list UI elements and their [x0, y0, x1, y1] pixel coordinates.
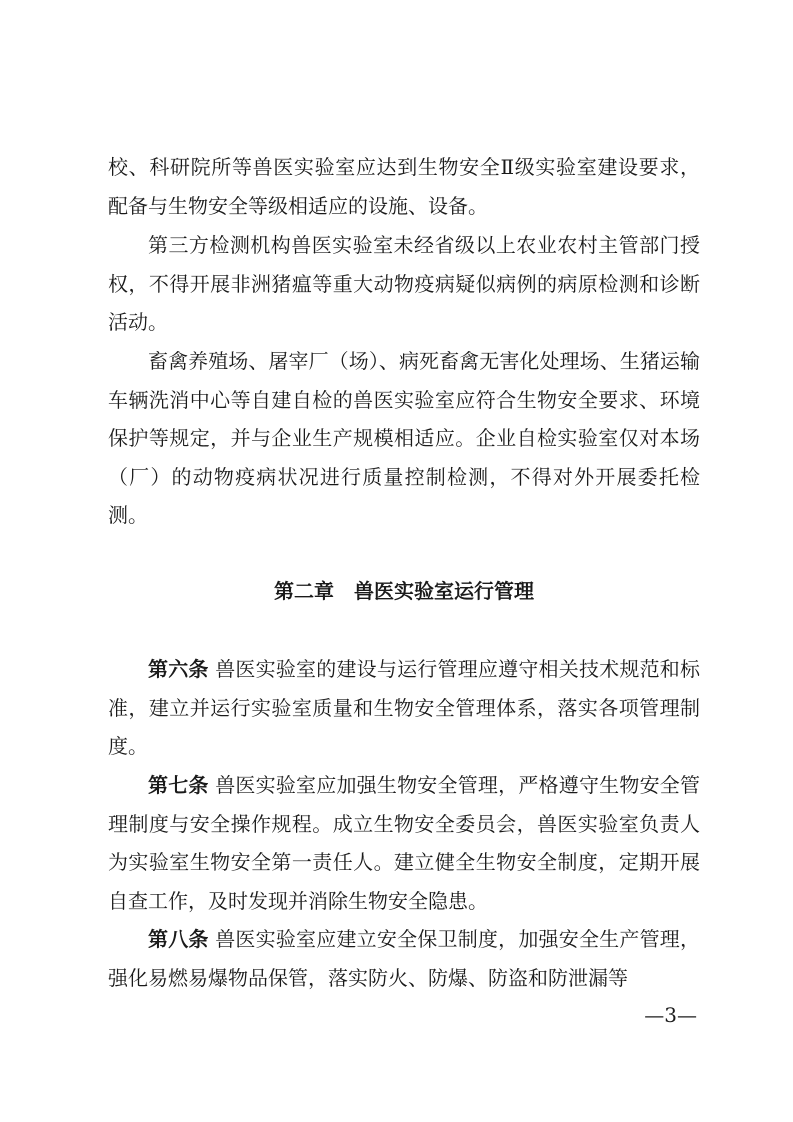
- paragraph-text: 第三方检测机构兽医实验室未经省级以上农业农村主管部门授权，不得开展非洲猪瘟等重大动物疫病疑似病例的病原检测和诊断活动。: [108, 233, 700, 335]
- article-8: [108, 920, 700, 997]
- paragraph-text: 校、科研院所等兽医实验室应达到生物安全Ⅱ级实验室建设要求，配备与生物安全等级相适应的设施、设备。: [108, 155, 700, 218]
- paragraph-third-party-labs: [108, 226, 700, 342]
- article-7-number: 第七条: [148, 773, 209, 797]
- article-8-text: 兽医实验室应建立安全保卫制度，加强安全生产管理，强化易燃易爆物品保管，落实防火、防爆、防盗和防泄漏等: [108, 927, 701, 990]
- article-6: [108, 650, 700, 766]
- article-7-text: 兽医实验室应加强生物安全管理，严格遵守生物安全管理制度与安全操作规程。成立生物安全委员会，兽医实验室负责人为实验室生物安全第一责任人。建立健全生物安全制度，定期开展自查工作，及时发现并消除生物安全隐患。: [108, 773, 701, 913]
- article-8-number: 第八条: [148, 927, 209, 951]
- paragraph-continued: [108, 148, 700, 225]
- article-6-number: 第六条: [148, 657, 209, 681]
- paragraph-self-testing-labs: [108, 342, 700, 535]
- page-number: —3—: [644, 1003, 697, 1027]
- article-6-text: 兽医实验室的建设与运行管理应遵守相关技术规范和标准，建立并运行实验室质量和生物安全管理体系，落实各项管理制度。: [108, 657, 701, 759]
- article-7: [108, 766, 700, 920]
- chapter-heading: 第二章 兽医实验室运行管理: [274, 579, 534, 603]
- paragraph-text: 畜禽养殖场、屠宰厂（场）、病死畜禽无害化处理场、生猪运输车辆洗消中心等自建自检的兽医实验室应符合生物安全要求、环境保护等规定，并与企业生产规模相适应。企业自检实验室仅对本场（厂）的动物疫病状况进行质量控制检测，不得对外开展委托检测。: [108, 349, 700, 528]
